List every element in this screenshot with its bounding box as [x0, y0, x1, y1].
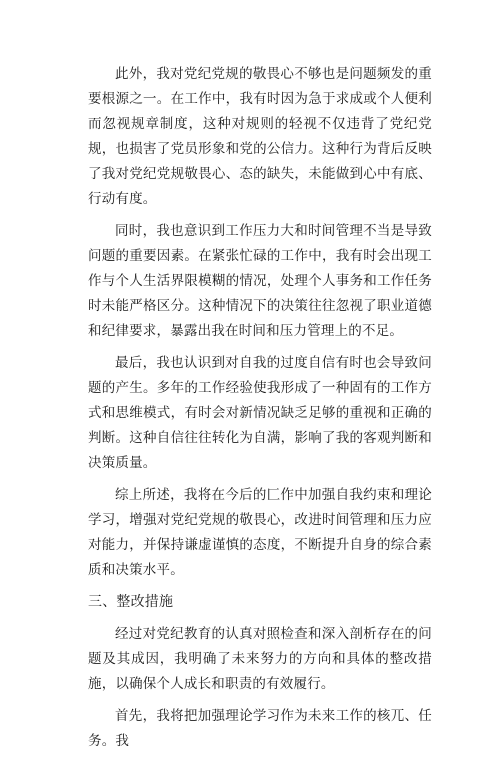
paragraph: 首先，我将把加强理论学习作为未来工作的核兀、任务。我 [88, 708, 432, 749]
document-body [88, 62, 432, 761]
paragraph: 综上所述，我将在今后的匚作中加强自我约束和理论学习，增强对党纪党规的敬畏心，改进时间管理和压力应对能力，并保持谦虚谨慎的态度，不断提升自身的综合素质和决策水平。 [88, 487, 432, 578]
section-heading: 三、整改措施 [88, 594, 174, 610]
paragraph: 同时，我也意识到工作压力大和时间管理不当是导致问题的重要因素。在紧张忙碌的工作中，我有时会出现工作与个人生活界限模糊的情况，处理个人事务和工作任务时未能严格区分。这种情况下的决策往往忽视了职业道德和纪律要求，暴露出我在时间和压力管理上的不足。 [88, 223, 432, 339]
paragraph: 经过对党纪教育的认真对照检查和深入剖析存在的问题及其成因，我明确了未来努力的方向和具体的整改措施，以确保个人成长和职责的有效履行。 [88, 626, 432, 692]
paragraph: 最后，我也认识到对自我的过度自信有时也会导致问题的产生。多年的工作经验使我形成了一种固有的工作方式和思维模式，有时会对新情况缺乏足够的重视和正确的判断。这种自信往往转化为自满，影响了我的客观判断和决策质量。 [88, 355, 432, 471]
paragraph: 此外，我对党纪党规的敬畏心不够也是问题频发的重要根源之一。在工作中，我有时因为急于求成或个人便利而忽视规章制度，这种对规则的轻视不仅违背了党纪党规，也损害了党员形象和党的公信力。这种行为背后反映了我对党纪党规敬畏心、态的缺失，未能做到心中有底、行动有度。 [88, 66, 432, 207]
